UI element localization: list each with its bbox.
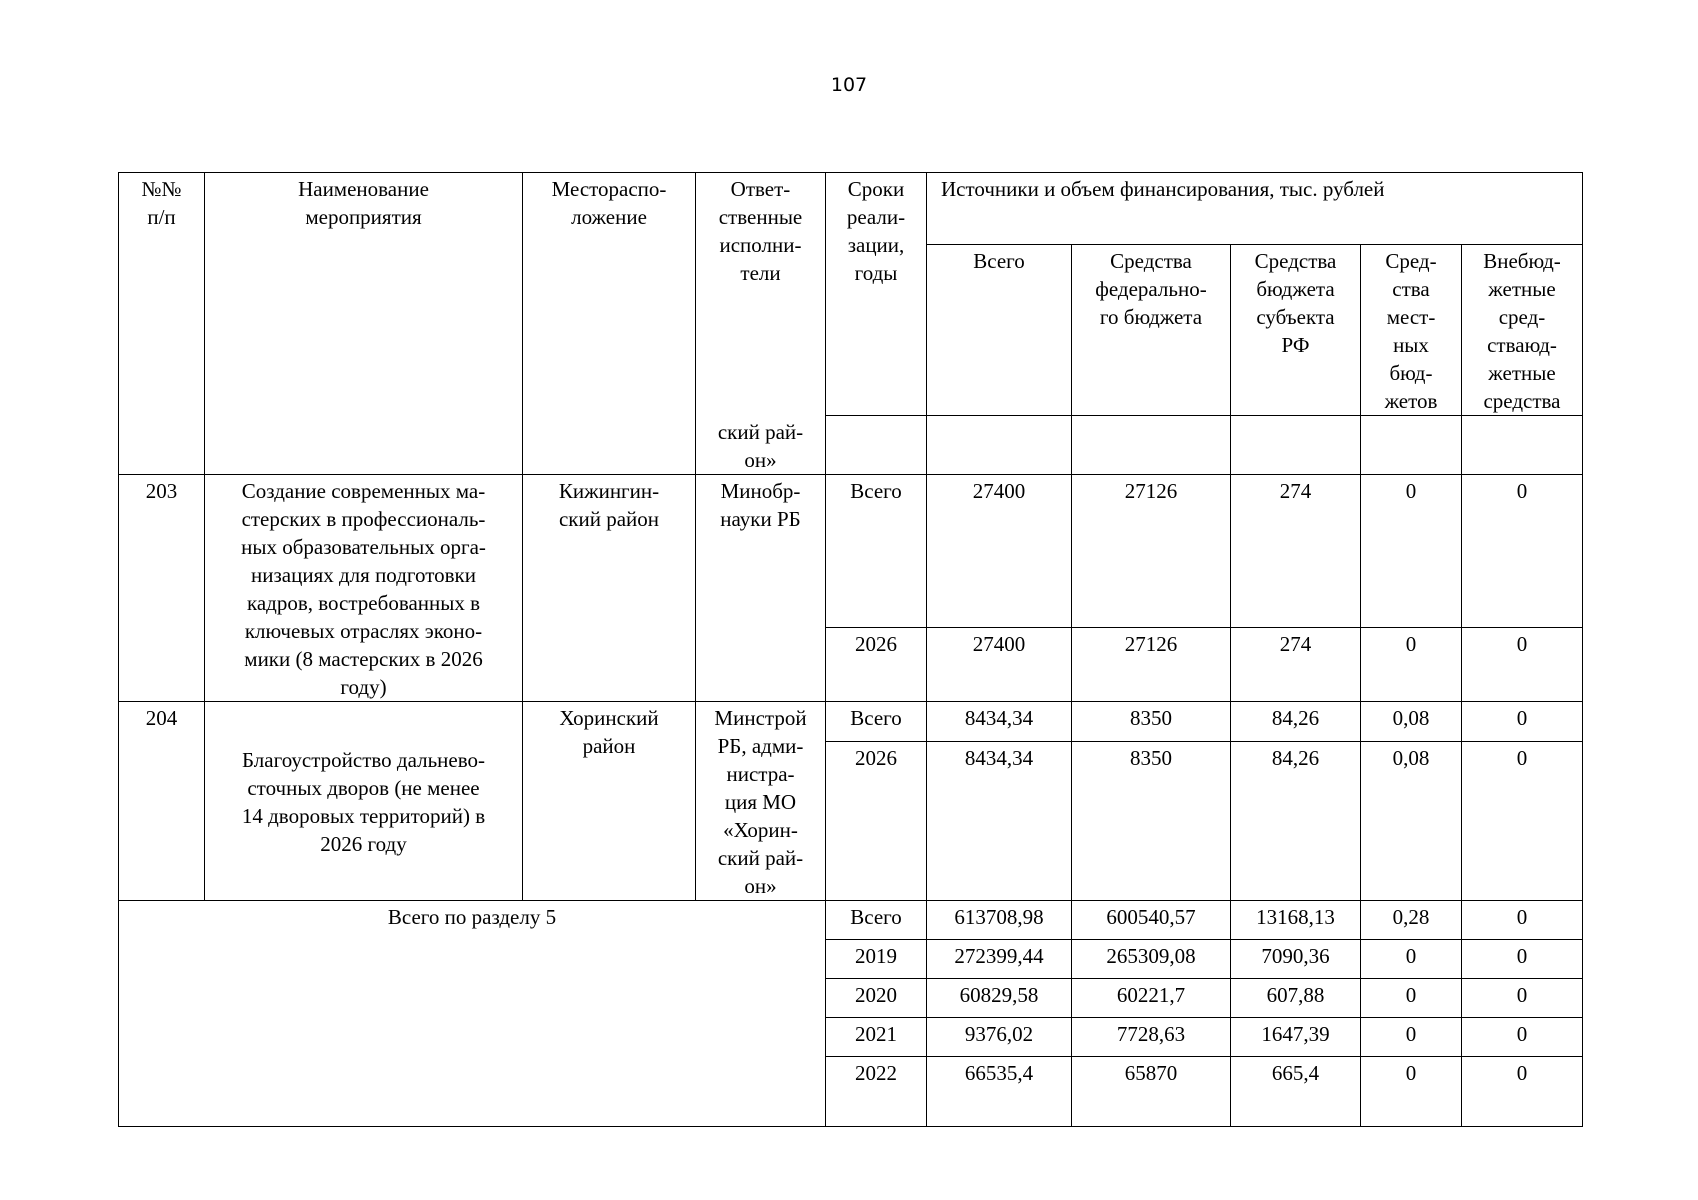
empty-cell — [1462, 416, 1583, 475]
total-federal: 600540,57 — [1072, 900, 1231, 939]
section-total-row — [119, 900, 1583, 939]
row-year: Всего — [826, 474, 927, 627]
row-federal: 8350 — [1072, 701, 1231, 741]
header-row — [119, 173, 1583, 245]
row-year: Всего — [826, 701, 927, 741]
header-num: №№ п/п — [119, 173, 205, 475]
row-local: 0,08 — [1361, 701, 1462, 741]
row-subject: 274 — [1231, 627, 1361, 701]
row-extra: 0 — [1462, 474, 1583, 627]
total-federal: 7728,63 — [1072, 1017, 1231, 1056]
total-subject: 1647,39 — [1231, 1017, 1361, 1056]
row-extra: 0 — [1462, 701, 1583, 741]
page-number: 107 — [830, 74, 868, 96]
empty-cell — [1231, 416, 1361, 475]
total-extra: 0 — [1462, 1017, 1583, 1056]
header-total: Всего — [927, 245, 1072, 416]
total-local: 0 — [1361, 978, 1462, 1017]
row-subject: 84,26 — [1231, 701, 1361, 741]
total-extra: 0 — [1462, 939, 1583, 978]
total-extra: 0 — [1462, 900, 1583, 939]
total-total: 9376,02 — [927, 1017, 1072, 1056]
total-year: 2022 — [826, 1056, 927, 1126]
row-location: Хоринский район — [523, 701, 696, 900]
total-extra: 0 — [1462, 978, 1583, 1017]
total-local: 0 — [1361, 1017, 1462, 1056]
total-federal: 65870 — [1072, 1056, 1231, 1126]
row-total: 8434,34 — [927, 741, 1072, 900]
empty-cell — [927, 416, 1072, 475]
total-total: 66535,4 — [927, 1056, 1072, 1126]
total-total: 60829,58 — [927, 978, 1072, 1017]
header-sources: Источники и объем финансирования, тыс. рублей — [927, 173, 1583, 245]
header-terms: Сроки реали- зации, годы — [826, 173, 927, 416]
row-federal: 8350 — [1072, 741, 1231, 900]
row-name: Благоустройство дальнево- сточных дворов (не менее 14 дворовых территорий) в 2026 году — [205, 701, 523, 900]
row-num: 204 — [119, 701, 205, 900]
row-federal: 27126 — [1072, 474, 1231, 627]
total-local: 0,28 — [1361, 900, 1462, 939]
continuation-responsible: ский рай- он» — [696, 416, 826, 475]
row-federal: 27126 — [1072, 627, 1231, 701]
header-location: Местораспо- ложение — [523, 173, 696, 475]
row-subject: 84,26 — [1231, 741, 1361, 900]
row-extra: 0 — [1462, 627, 1583, 701]
row-name: Создание современных ма- стерских в профессиональ- ных образовательных орга- низациях для подготовки кадров, востребованных в ключевых отраслях эконо- мики (8 мастерских в 2026 году) — [205, 474, 523, 701]
header-federal: Средства федерально- го бюджета — [1072, 245, 1231, 416]
header-local: Сред- ства мест- ных бюд- жетов — [1361, 245, 1462, 416]
row-location: Кижингин- ский район — [523, 474, 696, 701]
empty-cell — [826, 416, 927, 475]
total-year: Всего — [826, 900, 927, 939]
total-total: 613708,98 — [927, 900, 1072, 939]
total-subject: 665,4 — [1231, 1056, 1361, 1126]
row-responsible: Минобр- науки РБ — [696, 474, 826, 701]
total-local: 0 — [1361, 939, 1462, 978]
total-subject: 607,88 — [1231, 978, 1361, 1017]
total-local: 0 — [1361, 1056, 1462, 1126]
row-num: 203 — [119, 474, 205, 701]
row-responsible: Минстрой РБ, адми- нистра- ция МО «Хорин- ский рай- он» — [696, 701, 826, 900]
row-local: 0,08 — [1361, 741, 1462, 900]
row-total: 8434,34 — [927, 701, 1072, 741]
total-total: 272399,44 — [927, 939, 1072, 978]
row-year: 2026 — [826, 627, 927, 701]
table-row — [119, 701, 1583, 741]
total-year: 2019 — [826, 939, 927, 978]
total-federal: 60221,7 — [1072, 978, 1231, 1017]
row-subject: 274 — [1231, 474, 1361, 627]
header-name: Наименование мероприятия — [205, 173, 523, 475]
total-federal: 265309,08 — [1072, 939, 1231, 978]
empty-cell — [1072, 416, 1231, 475]
row-local: 0 — [1361, 627, 1462, 701]
total-year: 2020 — [826, 978, 927, 1017]
total-subject: 7090,36 — [1231, 939, 1361, 978]
header-responsible: Ответ- ственные исполни- тели — [696, 173, 826, 416]
header-subject: Средства бюджета субъекта РФ — [1231, 245, 1361, 416]
total-extra: 0 — [1462, 1056, 1583, 1126]
row-year: 2026 — [826, 741, 927, 900]
row-total: 27400 — [927, 474, 1072, 627]
header-extra: Внебюд- жетные сред- стваюд- жетные средства — [1462, 245, 1583, 416]
total-subject: 13168,13 — [1231, 900, 1361, 939]
row-total: 27400 — [927, 627, 1072, 701]
financing-table — [118, 172, 1583, 1127]
section-total-label: Всего по разделу 5 — [119, 900, 826, 1126]
empty-cell — [1361, 416, 1462, 475]
row-local: 0 — [1361, 474, 1462, 627]
table-row — [119, 474, 1583, 627]
total-year: 2021 — [826, 1017, 927, 1056]
row-extra: 0 — [1462, 741, 1583, 900]
